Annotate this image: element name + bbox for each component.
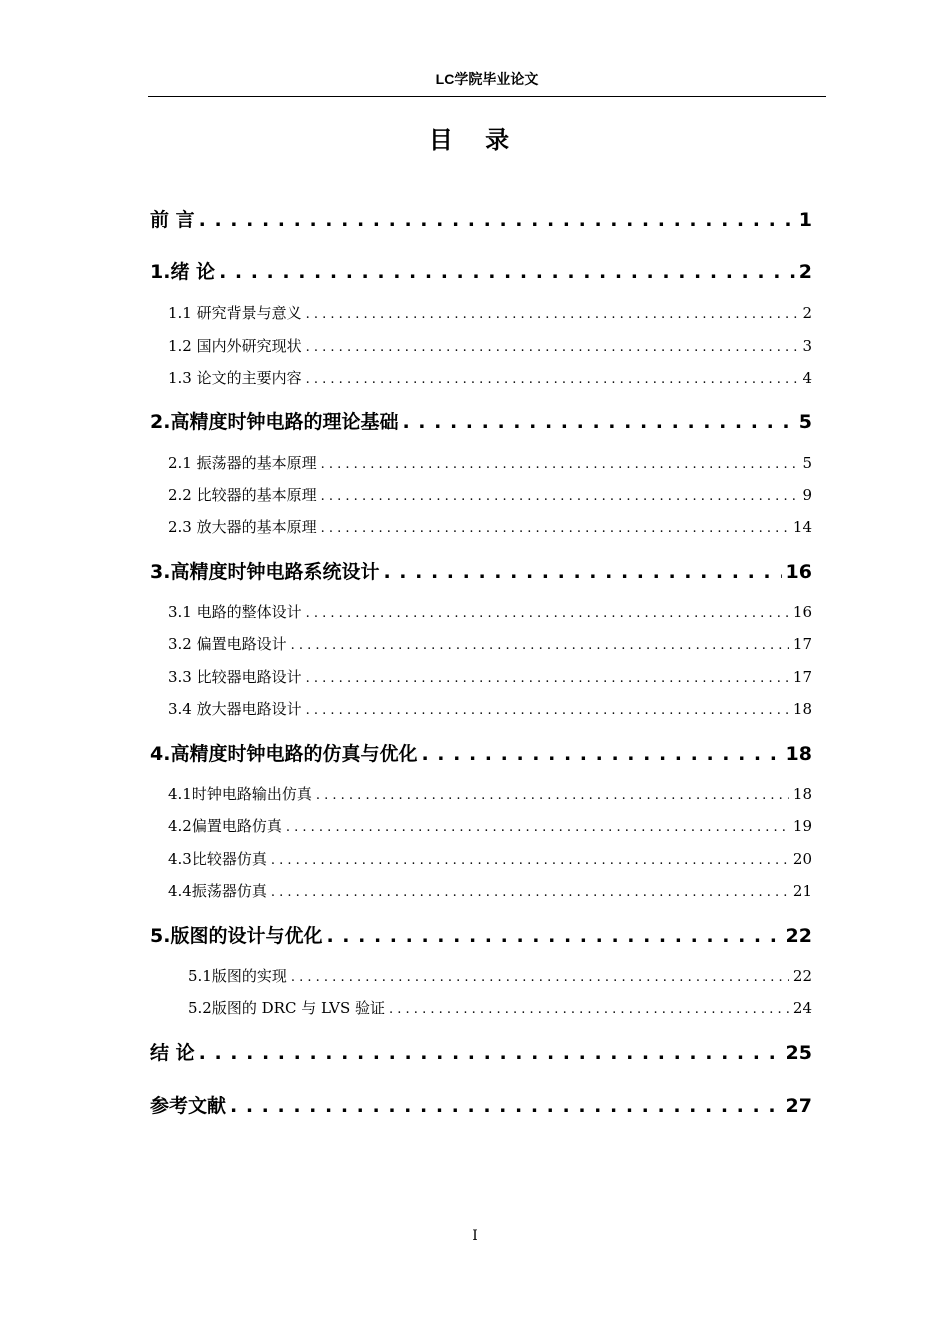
toc-entry-label: 3.1 电路的整体设计 xyxy=(168,603,302,621)
toc-entry-label: 5.版图的设计与优化 xyxy=(150,925,323,947)
toc-leader-dots xyxy=(383,561,781,583)
toc-subentry[interactable] xyxy=(168,335,812,357)
toc-entry-page: 5 xyxy=(798,411,812,433)
toc-entry-label: 1.2 国内外研究现状 xyxy=(168,337,302,355)
toc-entry-page: 5 xyxy=(802,454,812,472)
toc-subentry[interactable] xyxy=(168,601,812,623)
toc-entry-page: 27 xyxy=(785,1095,812,1117)
toc-entry-label: 4.3比较器仿真 xyxy=(168,850,267,868)
toc-entry-label: 结 论 xyxy=(150,1042,195,1064)
toc-entry-label: 参考文献 xyxy=(150,1095,227,1117)
toc-entry-label: 1.绪 论 xyxy=(150,261,216,283)
toc-entry-page: 19 xyxy=(792,817,812,835)
toc-entry[interactable] xyxy=(150,1038,812,1068)
page-header: LC学院毕业论文 xyxy=(435,71,539,87)
toc-entry-page: 25 xyxy=(785,1042,812,1064)
toc-entry-page: 21 xyxy=(792,882,812,900)
toc-entry-page: 18 xyxy=(792,785,812,803)
toc-entry-page: 17 xyxy=(792,635,812,653)
toc-entry-page: 4 xyxy=(802,369,812,387)
toc-title: 目 录 xyxy=(428,126,522,154)
toc-entry[interactable] xyxy=(150,257,812,287)
toc-entry-page: 16 xyxy=(785,561,812,583)
toc-subentry[interactable] xyxy=(168,666,812,688)
toc-leader-dots xyxy=(306,668,789,686)
toc-leader-dots xyxy=(306,700,789,718)
toc-entry-label: 3.2 偏置电路设计 xyxy=(168,635,287,653)
toc-entry-page: 24 xyxy=(792,999,812,1017)
toc-entry[interactable] xyxy=(150,205,812,235)
toc-entry-label: 3.3 比较器电路设计 xyxy=(168,668,302,686)
toc-entry-page: 16 xyxy=(792,603,812,621)
toc-subentry[interactable] xyxy=(168,848,812,870)
toc-entry[interactable] xyxy=(150,739,812,769)
toc-leader-dots xyxy=(316,785,789,803)
toc-entry-page: 20 xyxy=(792,850,812,868)
toc-leader-dots xyxy=(389,999,789,1017)
toc-entry-label: 1.1 研究背景与意义 xyxy=(168,304,302,322)
toc-entry[interactable] xyxy=(150,921,812,951)
toc-entry-label: 2.3 放大器的基本原理 xyxy=(168,518,317,536)
toc-entry-label: 4.1时钟电路输出仿真 xyxy=(168,785,312,803)
toc-leader-dots xyxy=(402,411,794,433)
toc-entry-page: 18 xyxy=(785,743,812,765)
toc-entry-page: 3 xyxy=(802,337,812,355)
header-rule xyxy=(148,96,826,97)
toc-subentry[interactable] xyxy=(168,452,812,474)
page-number: I xyxy=(472,1228,478,1244)
toc-leader-dots xyxy=(199,1042,782,1064)
toc-entry-page: 17 xyxy=(792,668,812,686)
toc-leader-dots xyxy=(291,635,789,653)
toc-leader-dots xyxy=(219,261,795,283)
toc-entry-page: 22 xyxy=(792,967,812,985)
toc-leader-dots xyxy=(286,817,789,835)
toc-leader-dots xyxy=(421,743,781,765)
toc-entry[interactable] xyxy=(150,1091,812,1121)
toc-leader-dots xyxy=(306,603,789,621)
toc-entry-label: 1.3 论文的主要内容 xyxy=(168,369,302,387)
toc-entry[interactable] xyxy=(150,557,812,587)
toc-subentry[interactable] xyxy=(168,302,812,324)
toc-entry-label: 5.2版图的 DRC 与 LVS 验证 xyxy=(188,999,386,1017)
toc-leader-dots xyxy=(199,209,795,231)
toc-leader-dots xyxy=(271,850,789,868)
toc-leader-dots xyxy=(321,518,789,536)
toc-subentry[interactable] xyxy=(168,698,812,720)
toc-subentry[interactable] xyxy=(188,997,812,1019)
toc-entry-page: 18 xyxy=(792,700,812,718)
toc-subentry[interactable] xyxy=(168,484,812,506)
toc-entry-label: 前 言 xyxy=(150,209,195,231)
toc-entry-label: 2.高精度时钟电路的理论基础 xyxy=(150,411,399,433)
toc-entry-page: 2 xyxy=(798,261,812,283)
toc-entry-label: 3.4 放大器电路设计 xyxy=(168,700,302,718)
toc-leader-dots xyxy=(306,369,799,387)
toc-entry-page: 9 xyxy=(802,486,812,504)
toc-subentry[interactable] xyxy=(168,815,812,837)
toc-entry[interactable] xyxy=(150,407,812,437)
toc-subentry[interactable] xyxy=(168,516,812,538)
toc-leader-dots xyxy=(306,337,799,355)
toc-leader-dots xyxy=(321,486,799,504)
toc-entry-label: 4.4振荡器仿真 xyxy=(168,882,267,900)
toc-entry-page: 2 xyxy=(802,304,812,322)
toc-entry-page: 1 xyxy=(798,209,812,231)
toc-leader-dots xyxy=(321,454,799,472)
toc-entry-page: 22 xyxy=(785,925,812,947)
toc-entry-label: 2.1 振荡器的基本原理 xyxy=(168,454,317,472)
toc-subentry[interactable] xyxy=(168,880,812,902)
toc-leader-dots xyxy=(326,925,781,947)
toc-entry-label: 2.2 比较器的基本原理 xyxy=(168,486,317,504)
toc-entry-label: 4.高精度时钟电路的仿真与优化 xyxy=(150,743,418,765)
toc-subentry[interactable] xyxy=(188,965,812,987)
toc-entry-label: 4.2偏置电路仿真 xyxy=(168,817,282,835)
toc-subentry[interactable] xyxy=(168,633,812,655)
toc-leader-dots xyxy=(271,882,789,900)
toc-leader-dots xyxy=(230,1095,782,1117)
toc-entry-page: 14 xyxy=(792,518,812,536)
toc-leader-dots xyxy=(291,967,789,985)
toc-leader-dots xyxy=(306,304,799,322)
toc-entry-label: 5.1版图的实现 xyxy=(188,967,287,985)
toc-entry-label: 3.高精度时钟电路系统设计 xyxy=(150,561,380,583)
toc-subentry[interactable] xyxy=(168,783,812,805)
toc-subentry[interactable] xyxy=(168,367,812,389)
